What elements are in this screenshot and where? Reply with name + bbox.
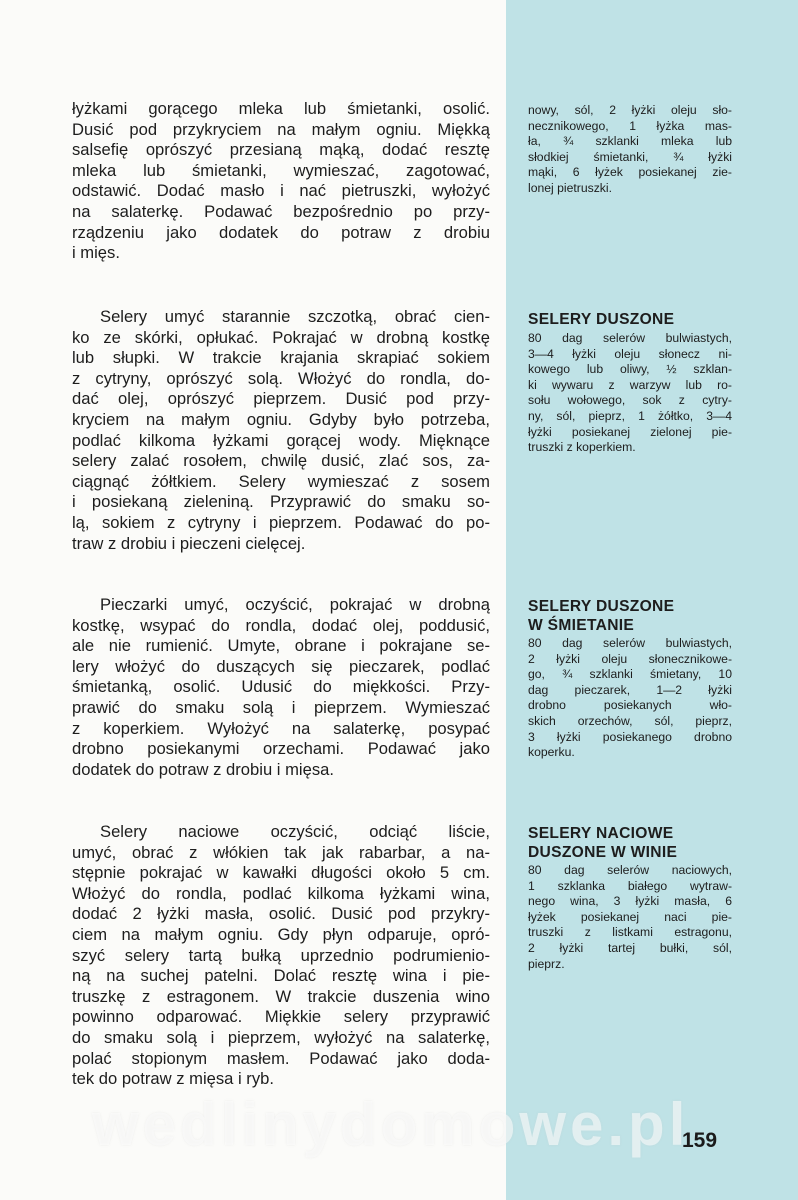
text-line: kostkę, wsypać do rondla, dodać olej, poddusić, (72, 615, 490, 635)
ingredient-line: ła, ¾ szklanki mleka lub (528, 134, 732, 149)
recipe-title-line: SELERY DUSZONE (528, 598, 675, 615)
text-line: polać stopionym masłem. Podawać jako doda- (72, 1048, 490, 1068)
main-paragraph-3 (72, 595, 490, 780)
text-line: dodać 2 łyżki masła, osolić. Dusić pod przykry- (72, 904, 490, 924)
text-line: lą, sokiem z cytryny i pieprzem. Podawać do po- (72, 512, 490, 532)
text-line: salsefię oprószyć przesianą mąką, dodać resztę (72, 140, 490, 160)
recipe-title: SELERY DUSZONE (528, 311, 675, 328)
ingredient-line: ny, sól, pieprz, 1 żółtko, 3—4 (528, 408, 732, 423)
text-line: ko ze skórki, opłukać. Pokrajać w drobną kostkę (72, 327, 490, 347)
ingredient-line: mąki, 6 łyżek posiekanej zie- (528, 165, 732, 180)
text-line: z cytryny, oprószyć solą. Włożyć do rondla, do- (72, 368, 490, 388)
watermark: wedlinydomowe.pl (92, 1091, 690, 1158)
ingredient-line: 80 dag selerów bulwiastych, (528, 636, 732, 650)
ingredient-line: łyżek posiekanej naci pie- (528, 909, 732, 924)
ingredient-line: truszki z listkami estragonu, (528, 925, 732, 940)
text-line: Selery naciowe oczyścić, odciąć liście, (100, 822, 490, 841)
text-line: podlać kilkoma łyżkami gorącej wody. Mięknące (72, 430, 490, 450)
text-line: stępnie pokrajać w kawałki długości około 5 cm. (72, 863, 490, 883)
ingredient-line: słodkiej śmietanki, ¾ łyżki (528, 149, 732, 164)
text-line: dać olej, oprószyć pieprzem. Dusić pod przy- (72, 389, 490, 409)
ingredient-line: nowy, sól, 2 łyżki oleju sło- (528, 103, 732, 117)
text-line: Dusić pod przykryciem na małym ogniu. Miękką (72, 119, 490, 139)
text-line: z koperkiem. Wyłożyć na salaterkę, posypać (72, 718, 490, 738)
ingredient-line: go, ¾ szklanki śmietany, 10 (528, 667, 732, 682)
ingredient-line: pieprz. (528, 956, 565, 971)
ingredient-line: 3 łyżki posiekanego drobno (528, 729, 732, 744)
text-line: Włożyć do rondla, podlać kilkoma łyżkami wina, (72, 883, 490, 903)
text-line: i mięs. (72, 243, 120, 263)
text-line: tek do potraw z mięsa i ryb. (72, 1069, 274, 1089)
sidebar-recipe-selery-duszone (528, 310, 732, 456)
text-line: ciem na małym ogniu. Gdy płyn odparuje, oprό- (72, 924, 490, 944)
text-line: Pieczarki umyć, oczyścić, pokrajać w drobną (100, 595, 490, 614)
page-number: 159 (682, 1129, 718, 1152)
ingredient-line: skich orzechów, sól, pieprz, (528, 713, 732, 728)
text-line: umyć, obrać z włókien tak jak rabarbar, a na- (72, 842, 490, 862)
text-line: rządzeniu jako dodatek do potraw z drobiu (72, 222, 490, 242)
ingredient-line: łyżki posiekanej zielonej pie- (528, 424, 732, 439)
recipe-title (528, 597, 732, 635)
text-line: lery włożyć do duszących się pieczarek, podlać (72, 656, 490, 676)
ingredient-line: drobno posiekanych wło- (528, 698, 732, 713)
text-line: selery zalać rosołem, chwilę dusić, zlać sos, za- (72, 451, 490, 471)
text-line: odstawić. Dodać masło i nać pietruszki, wyłożyć (72, 181, 490, 201)
main-paragraph-2 (72, 307, 490, 554)
recipe-title (528, 824, 732, 862)
ingredient-line: 3—4 łyżki oleju słonecz ni- (528, 346, 732, 361)
ingredient-line: necznikowego, 1 łyżka mas- (528, 118, 732, 133)
sidebar-ingredients-1 (528, 103, 732, 197)
text-line: truszkę z estragonem. W trakcie duszenia wino (72, 986, 490, 1006)
recipe-title-line: SELERY NACIOWE (528, 825, 674, 842)
text-line: mleka lub śmietanki, wymieszać, zagotować, (72, 160, 490, 180)
ingredient-line: 2 łyżki oleju słonecznikowe- (528, 651, 732, 666)
text-line: drobno posiekanymi orzechami. Podawać jako (72, 739, 490, 759)
ingredient-line: sołu wołowego, sok z cytry- (528, 393, 732, 408)
text-line: i posiekaną zieleniną. Przyprawić do smaku so- (72, 492, 490, 512)
text-line: ną na suchej patelni. Dolać resztę wina i pie- (72, 966, 490, 986)
text-line: szyć selery tartą bułką uprzednio podrumienio- (72, 945, 490, 965)
recipe-title-line: DUSZONE W WINIE (528, 844, 678, 861)
text-line: ciągnąć żółtkiem. Selery wymieszać z sosem (72, 471, 490, 491)
text-line: łyżkami gorącego mleka lub śmietanki, osolić. (72, 99, 490, 118)
text-line: ale nie rumienić. Umyte, obrane i pokrajane se- (72, 636, 490, 656)
ingredient-line: 80 dag selerów naciowych, (528, 863, 732, 877)
text-line: lub słupki. W trakcie krajania skrapiać sokiem (72, 348, 490, 368)
text-line: na salaterkę. Podawać bezpośrednio po przy- (72, 201, 490, 221)
ingredient-line: lonej pietruszki. (528, 180, 612, 195)
ingredient-line: nego wina, 3 łyżki masła, 6 (528, 894, 732, 909)
ingredient-line: kowego lub oliwy, ½ szklan- (528, 362, 732, 377)
ingredient-line: 2 łyżki tartej bułki, sól, (528, 940, 732, 955)
text-line: powinno odparować. Miękkie selery przyprawić (72, 1007, 490, 1027)
text-line: traw z drobiu i pieczeni cielęcej. (72, 533, 306, 553)
main-paragraph-1 (72, 99, 490, 264)
recipe-title-line: W ŚMIETANIE (528, 617, 635, 634)
ingredient-line: ki wywaru z warzyw lub ro- (528, 377, 732, 392)
ingredient-line: truszki z koperkiem. (528, 440, 636, 455)
text-line: śmietanką, osolić. Udusić do miękkości. Przy- (72, 677, 490, 697)
text-line: do smaku solą i pieprzem, wyłożyć na salaterkę, (72, 1027, 490, 1047)
main-paragraph-4 (72, 822, 490, 1090)
ingredient-line: dag pieczarek, 1—2 łyżki (528, 682, 732, 697)
text-line: Selery umyć starannie szczotką, obrać cien- (100, 307, 490, 326)
ingredient-line: koperku. (528, 745, 575, 760)
text-line: kryciem na małym ogniu. Gdyby było potrzeba, (72, 409, 490, 429)
text-line: prawić do smaku solą i pieprzem. Wymieszać (72, 697, 490, 717)
sidebar-recipe-selery-naciowe (528, 824, 732, 972)
ingredient-line: 80 dag selerów bulwiastych, (528, 331, 732, 345)
sidebar-recipe-selery-w-smietanie (528, 597, 732, 761)
ingredient-line: 1 szklanka białego wytraw- (528, 878, 732, 893)
text-line: dodatek do potraw z drobiu i mięsa. (72, 759, 334, 779)
